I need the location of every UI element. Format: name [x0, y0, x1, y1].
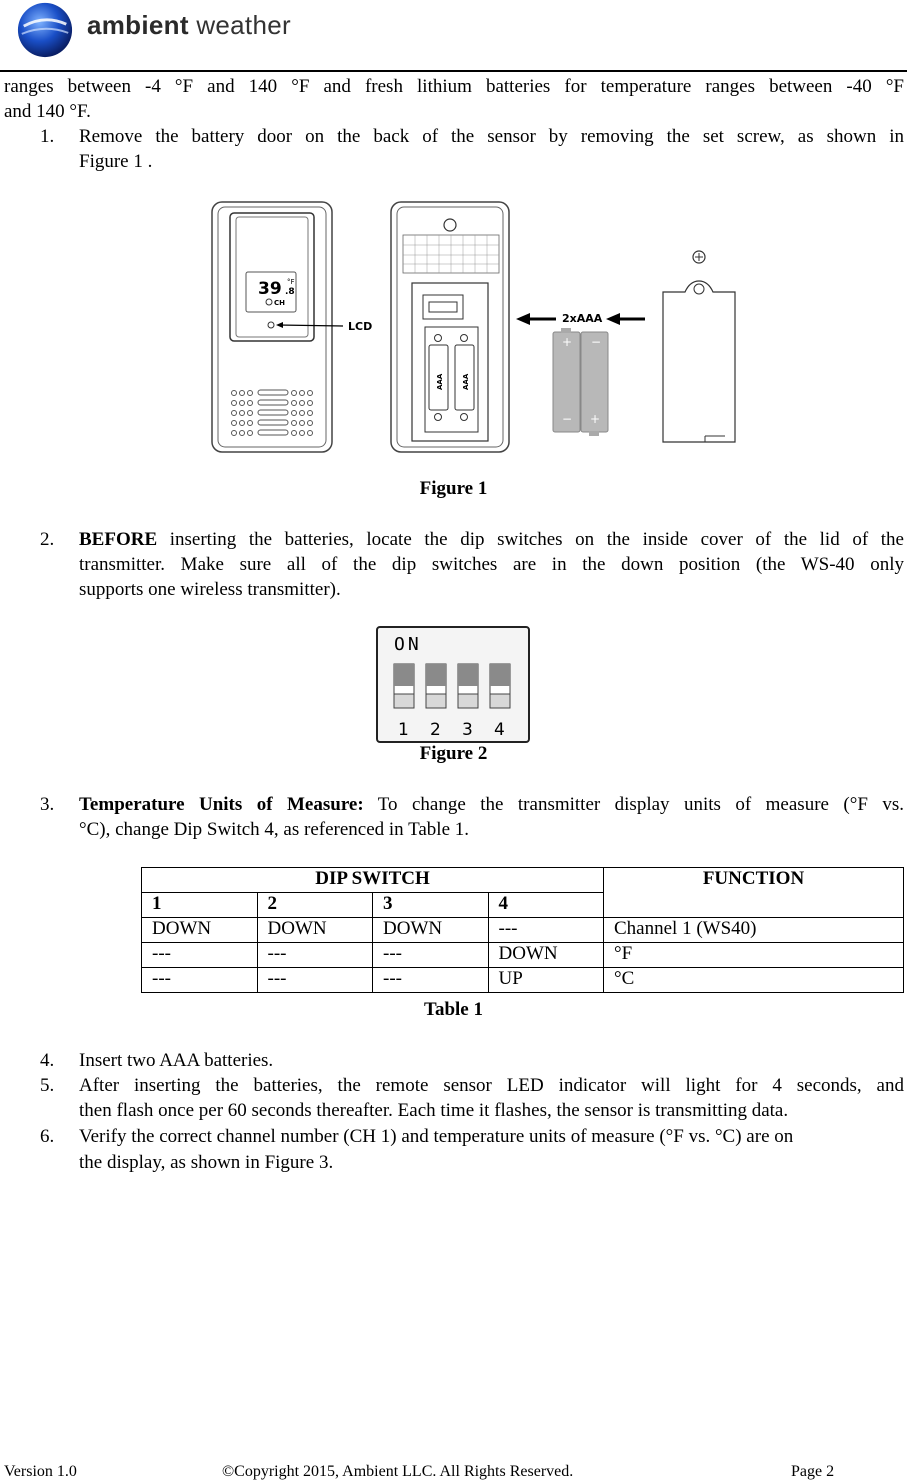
ambient-weather-logo-icon	[16, 1, 74, 59]
table-cell: °F	[604, 943, 904, 968]
table-cell: DOWN	[373, 918, 489, 943]
step-4-number: 4.	[40, 1050, 55, 1071]
step-3-text	[79, 792, 904, 817]
intro-line-2: and 140 °F.	[4, 101, 91, 122]
brand-name: ambient weather	[87, 10, 291, 40]
step-2-number: 2.	[40, 529, 55, 550]
table-cell: ---	[257, 968, 373, 993]
table-cell: ---	[142, 968, 258, 993]
table-switch-header-4: 4	[488, 893, 604, 918]
table-switch-header-2: 2	[257, 893, 373, 918]
step-3-rest: To change the transmitter display units of measure (°F vs.	[363, 794, 904, 815]
figure-2-dip-switch	[376, 626, 530, 743]
table-row	[142, 918, 904, 943]
dip-switch-table	[141, 867, 904, 993]
footer-copyright: ©Copyright 2015, Ambient LLC. All Rights Reserved.	[222, 1463, 574, 1480]
footer-page-number: Page 2	[791, 1463, 835, 1480]
footer-version: Version 1.0	[4, 1463, 77, 1480]
dip-switch-2	[426, 664, 446, 708]
battery-callout-label: 2xAAA	[562, 312, 603, 325]
dip-number-4: 4	[494, 720, 505, 740]
step-2-text-cont: transmitter. Make sure all of the dip switches are in the down position (the WS-40 only	[79, 554, 904, 575]
aaa-batteries	[553, 328, 608, 436]
figure-2-caption: Figure 2	[419, 743, 488, 764]
step-2-bold: BEFORE	[79, 529, 158, 550]
lcd-unit-label: °F	[287, 278, 295, 286]
step-1-text-cont: Figure 1 .	[79, 151, 153, 172]
table-cell: UP	[488, 968, 604, 993]
dip-number-2: 2	[430, 720, 441, 740]
step-6-text: Verify the correct channel number (CH 1) and temperature units of measure (°F vs. °C) are on	[79, 1126, 794, 1147]
battery-1-minus-label: −	[562, 412, 573, 426]
step-5-text-cont: then flash once per 60 seconds thereafter. Each time it flashes, the sensor is transmitting data.	[79, 1100, 789, 1121]
step-1-text: Remove the battery door on the back of the sensor by removing the set screw, as shown in	[79, 126, 904, 147]
table-cell: °C	[604, 968, 904, 993]
table-function-header: FUNCTION	[604, 868, 904, 918]
step-2-text	[79, 527, 904, 552]
lcd-ch-label: CH	[274, 299, 285, 307]
figure-1-sensor-illustration	[200, 195, 755, 460]
table-cell: ---	[488, 918, 604, 943]
table-row	[142, 968, 904, 993]
table-switch-header-1: 1	[142, 893, 258, 918]
dip-switch-1	[394, 664, 414, 708]
table-cell: Channel 1 (WS40)	[604, 918, 904, 943]
step-6-number: 6.	[40, 1126, 55, 1147]
dip-on-label: ON	[394, 634, 422, 655]
step-3-text-cont: °C), change Dip Switch 4, as referenced in Table 1.	[79, 819, 470, 840]
step-1-number: 1.	[40, 126, 55, 147]
lcd-temp-digits: 39	[258, 279, 282, 299]
sensor-front	[212, 202, 372, 452]
battery-2-plus-label: +	[590, 412, 601, 426]
sensor-back	[391, 202, 509, 452]
table-cell: DOWN	[488, 943, 604, 968]
step-2-text-cont-2: supports one wireless transmitter).	[79, 579, 341, 600]
step-6-text-cont: the display, as shown in Figure 3.	[79, 1152, 334, 1173]
step-2-rest: inserting the batteries, locate the dip switches on the inside cover of the lid of the	[157, 529, 904, 550]
battery-slot-1-label: AAA	[436, 373, 444, 390]
lcd-callout-label: LCD	[348, 320, 373, 333]
table-group-header: DIP SWITCH	[142, 868, 604, 893]
step-3-number: 3.	[40, 794, 55, 815]
battery-1-plus-label: +	[562, 335, 573, 349]
table-cell: ---	[373, 968, 489, 993]
table-switch-header-3: 3	[373, 893, 489, 918]
table-1-caption: Table 1	[424, 999, 483, 1020]
step-5-number: 5.	[40, 1075, 55, 1096]
dip-number-3: 3	[462, 720, 473, 740]
table-cell: ---	[373, 943, 489, 968]
table-cell: ---	[257, 943, 373, 968]
battery-door	[663, 251, 735, 442]
dip-switch-4	[490, 664, 510, 708]
page-header	[12, 0, 412, 62]
step-4-text: Insert two AAA batteries.	[79, 1050, 274, 1071]
table-cell: DOWN	[142, 918, 258, 943]
header-rule	[0, 70, 907, 72]
lcd-decimal-digit: .8	[285, 287, 295, 297]
battery-2-minus-label: −	[591, 335, 602, 349]
table-cell: DOWN	[257, 918, 373, 943]
step-3-bold: Temperature Units of Measure:	[79, 794, 364, 815]
table-row	[142, 943, 904, 968]
figure-1-caption: Figure 1	[419, 478, 488, 499]
intro-line-1: ranges between -4 °F and 140 °F and fresh lithium batteries for temperature ranges between -40 °F	[4, 76, 904, 97]
dip-switch-3	[458, 664, 478, 708]
battery-slot-2-label: AAA	[462, 373, 470, 390]
step-5-text: After inserting the batteries, the remote sensor LED indicator will light for 4 seconds, and	[79, 1075, 904, 1096]
dip-number-1: 1	[398, 720, 409, 740]
table-cell: ---	[142, 943, 258, 968]
